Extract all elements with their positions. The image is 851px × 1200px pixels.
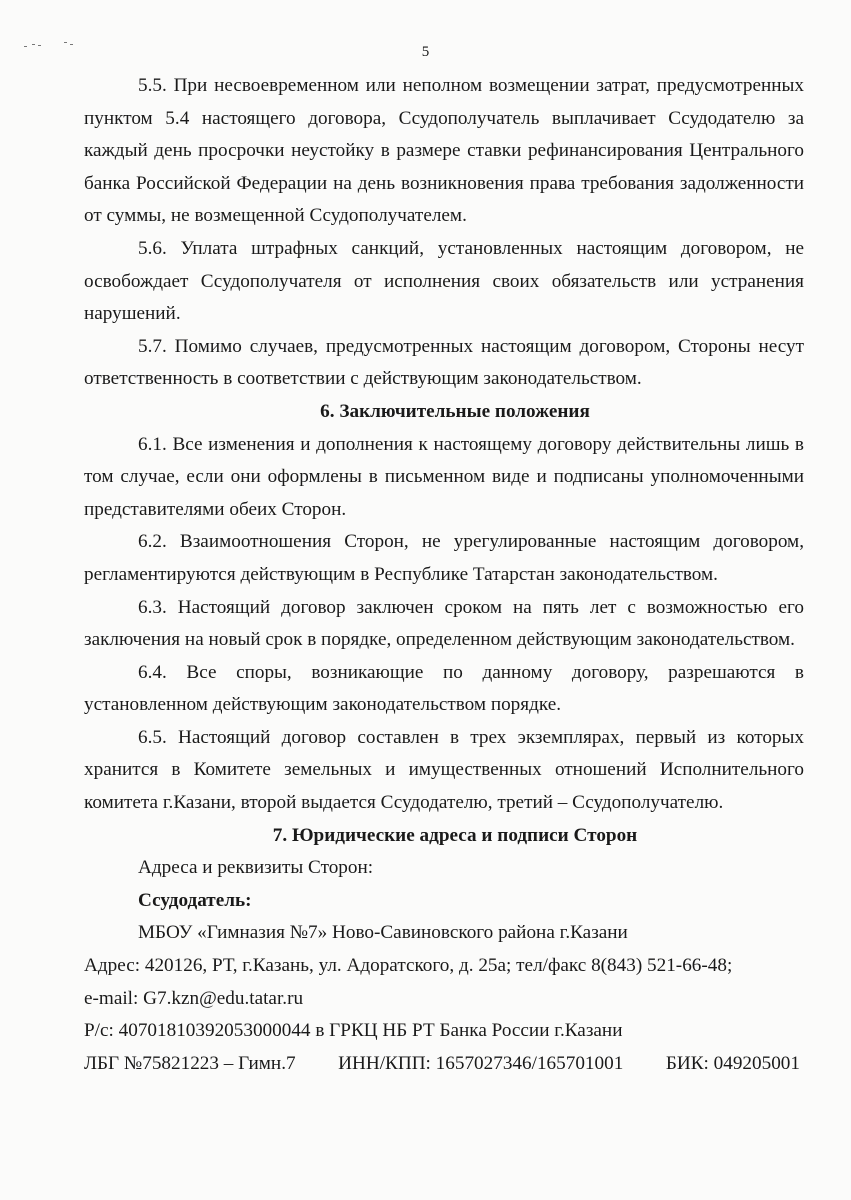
page-number: 5 [421, 44, 430, 60]
paragraph-5-5: 5.5. При несвоевременном или неполном возмещении затрат, предусмотренных пунктом 5.4 настоящего договора, Ссудополучатель выплачивает Ссудодателю за каждый день просрочки неустойку в размере ставки рефинансирования Центрального банка Российской Федерации на день возникновения права требования задолженности от суммы, не возмещенной Ссудополучателем. [84, 75, 804, 227]
paragraph-6-1: 6.1. Все изменения и дополнения к настоящему договору действительны лишь в том случае, если они оформлены в письменном виде и подписаны уполномоченными представителями обеих Сторон. [84, 433, 804, 520]
inn-kpp: ИНН/КПП: 1657027346/165701001 [338, 1052, 624, 1074]
lender-label: Ссудодатель: [138, 889, 252, 911]
paragraph-5-6: 5.6. Уплата штрафных санкций, установленных настоящим договором, не освобождает Ссудополучателя от исполнения своих обязательств или устранения нарушений. [84, 237, 804, 325]
section-6-heading: 6. Заключительные положения [320, 400, 590, 422]
organization-name: МБОУ «Гимназия №7» Ново-Савиновского района г.Казани [138, 922, 628, 944]
organization-address: Адрес: 420126, РТ, г.Казань, ул. Адоратского, д. 25а; тел/факс 8(843) 521-66-48; [84, 955, 733, 977]
bik-code: БИК: 049205001 [665, 1052, 800, 1074]
paragraph-6-5: 6.5. Настоящий договор составлен в трех экземплярах, первый из которых хранится в Комитете земельных и имущественных отношений Исполнительного комитета г.Казани, второй выдается Ссудодателю, третий – Ссудополучателю. [84, 726, 804, 814]
bank-account: Р/с: 40701810392053000044 в ГРКЦ НБ РТ Банка России г.Казани [84, 1020, 623, 1042]
requisites-intro: Адреса и реквизиты Сторон: [138, 857, 374, 879]
paragraph-6-3: 6.3. Настоящий договор заключен сроком на пять лет с возможностью его заключения на новый срок в порядке, определенном действующим законодательством. [84, 596, 804, 651]
paragraph-6-2: 6.2. Взаимоотношения Сторон, не урегулированные настоящим договором, регламентируются действующим в Республике Татарстан законодательством. [84, 531, 804, 585]
section-7-heading: 7. Юридические адреса и подписи Сторон [272, 824, 638, 846]
registration-codes-row [84, 1048, 804, 1081]
document-body [84, 70, 804, 1080]
lbg-code: ЛБГ №75821223 – Гимн.7 [84, 1052, 296, 1074]
paragraph-6-4: 6.4. Все споры, возникающие по данному договору, разрешаются в установленном действующим законодательством порядке. [84, 661, 804, 716]
organization-email: e-mail: G7.kzn@edu.tatar.ru [84, 987, 304, 1009]
paragraph-5-7: 5.7. Помимо случаев, предусмотренных настоящим договором, Стороны несут ответственность в соответствии с действующим законодательством. [84, 335, 804, 390]
